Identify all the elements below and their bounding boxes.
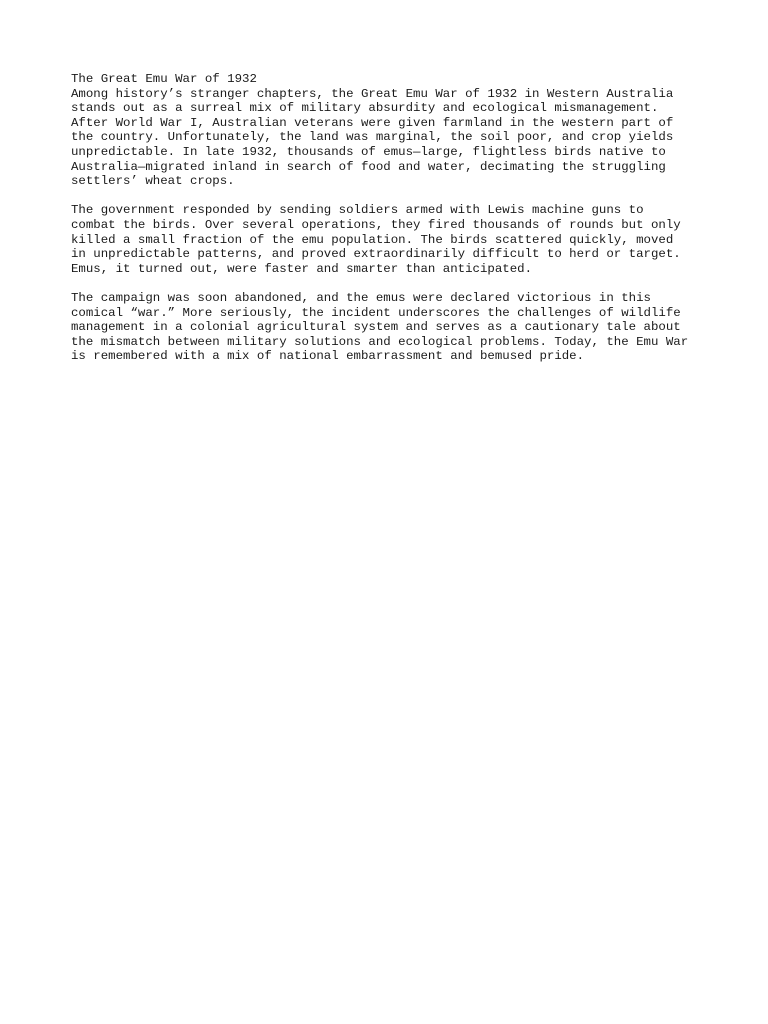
paragraph-2: The government responded by sending soldiers armed with Lewis machine guns to combat the birds. Over several operations, they fired thousands of rounds but only killed a small fraction of the emu population. The birds scattered quickly, moved in unpredictable patterns, and proved extraordinarily difficult to herd or target. Emus, it turned out, were faster and smarter than anticipated. (71, 203, 681, 276)
paragraph-1: Among history’s stranger chapters, the Great Emu War of 1932 in Western Australia stands out as a surreal mix of military absurdity and ecological mismanagement. After World War I, Australian veterans were given farmland in the western part of the country. Unfortunately, the land was marginal, the soil poor, and crop yields unpredictable. In late 1932, thousands of emus—large, flightless birds native to Australia—migrated inland in search of food and water, decimating the struggling settlers’ wheat crops. (71, 86, 674, 189)
document-page (71, 72, 711, 378)
document-title: The Great Emu War of 1932 (71, 72, 257, 86)
paragraph-3: The campaign was soon abandoned, and the emus were declared victorious in this comical “war.” More seriously, the incident underscores the challenges of wildlife management in a colonial agricultural system and serves as a cautionary tale about the mismatch between military solutions and ecological problems. Today, the Emu War is remembered with a mix of national embarrassment and bemused pride. (71, 290, 689, 364)
